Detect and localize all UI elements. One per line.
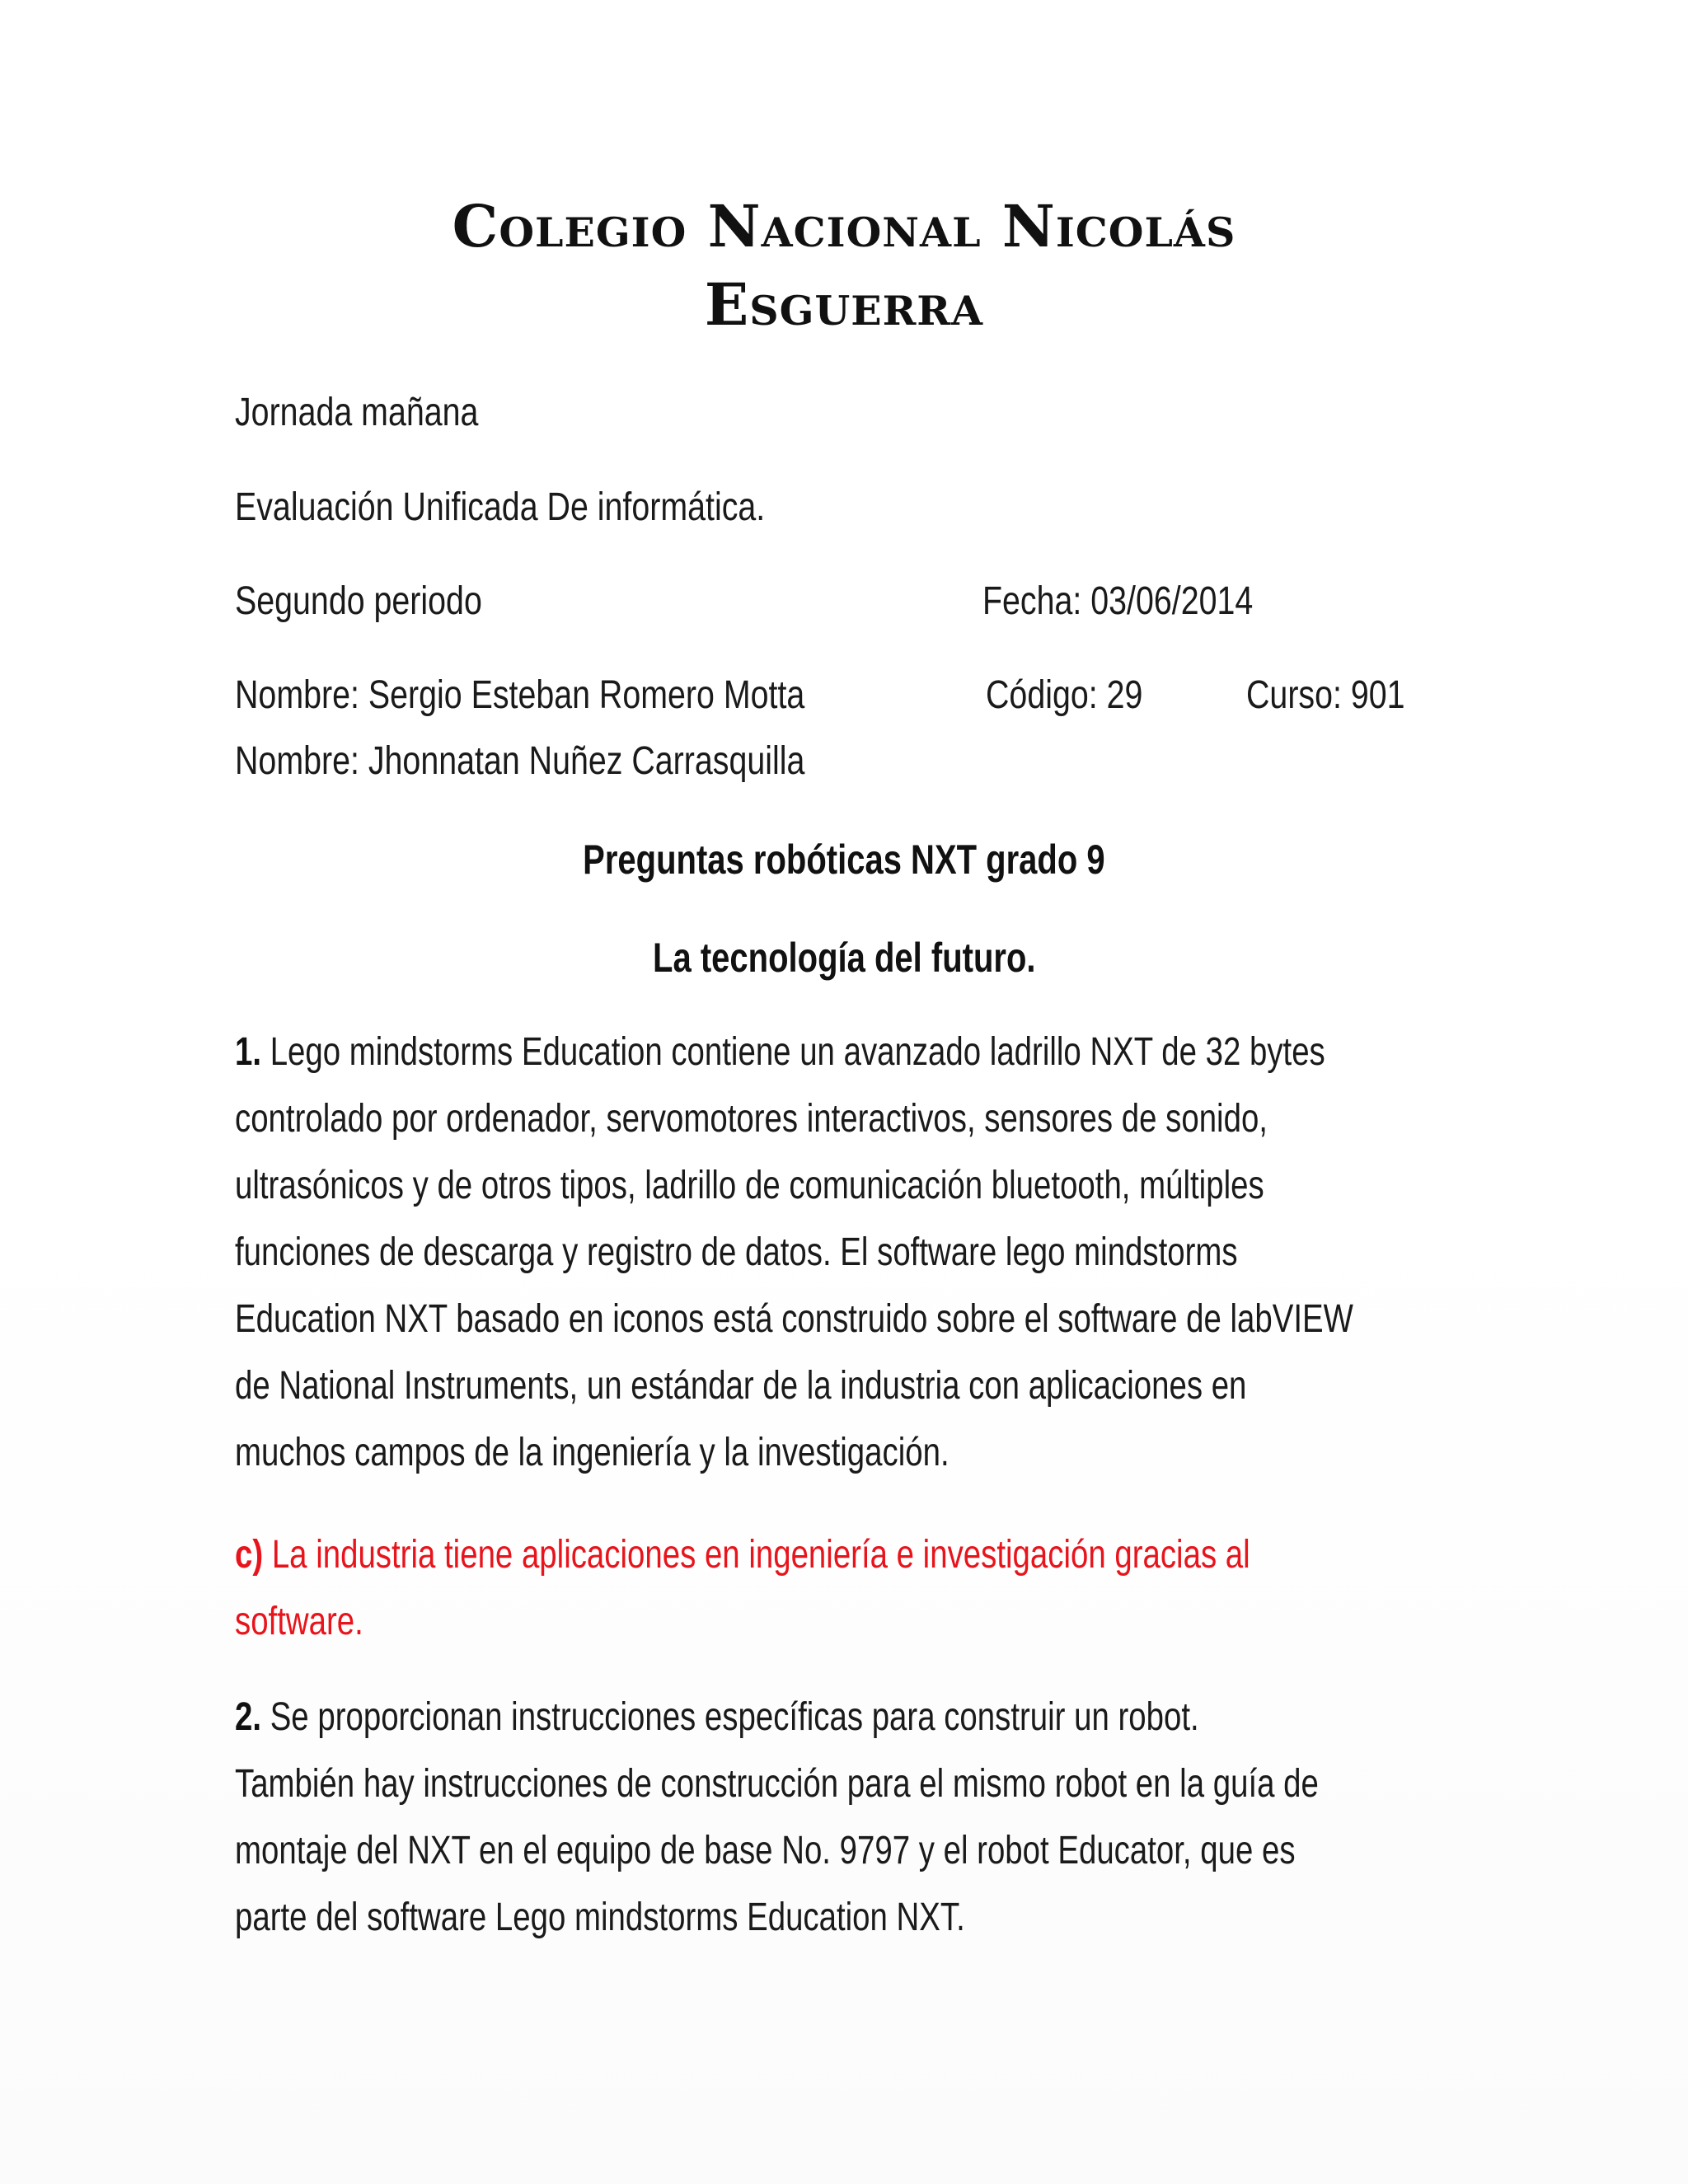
paragraph-line: parte del software Lego mindstorms Education NXT.: [235, 1896, 965, 1939]
periodo-text: Segundo periodo: [235, 579, 482, 623]
paragraph-line: funciones de descarga y registro de datos. El software lego mindstorms: [235, 1230, 1238, 1274]
paragraph-line: software.: [235, 1600, 363, 1643]
paragraph-line: 2. Se proporcionan instrucciones específicas para construir un robot.: [235, 1695, 1199, 1739]
answer-letter: c): [235, 1533, 264, 1577]
student-name-1: Nombre: Sergio Esteban Romero Motta: [235, 673, 805, 717]
paragraph-line: c) La industria tiene aplicaciones en ingeniería e investigación gracias al: [235, 1533, 1250, 1577]
paragraph-line: 1. Lego mindstorms Education contiene un avanzado ladrillo NXT de 32 bytes: [235, 1030, 1325, 1074]
paragraph-line: ultrasónicos y de otros tipos, ladrillo de comunicación bluetooth, múltiples: [235, 1164, 1264, 1207]
answer-1: [235, 1521, 1471, 1655]
paragraph-line: También hay instrucciones de construcción para el mismo robot en la guía de: [235, 1762, 1319, 1806]
school-title-line2: Esguerra: [704, 270, 984, 339]
paragraph-line: Education NXT basado en iconos está construido sobre el software de labVIEW: [235, 1297, 1353, 1341]
paragraph-line: montaje del NXT en el equipo de base No. 9797 y el robot Educator, que es: [235, 1829, 1296, 1872]
fecha-text: Fecha: 03/06/2014: [982, 579, 1254, 623]
question-number: 1.: [235, 1030, 262, 1074]
codigo-text: Código: 29: [986, 673, 1143, 717]
student-name-2: Nombre: Jhonnatan Nuñez Carrasquilla: [235, 739, 805, 783]
paragraph-line: de National Instruments, un estándar de la industria con aplicaciones en: [235, 1364, 1247, 1408]
jornada-text: Jornada mañana: [235, 391, 479, 434]
evaluacion-text: Evaluación Unificada De informática.: [235, 485, 766, 529]
school-title-line1: Colegio Nacional Nicolás: [452, 192, 1236, 260]
curso-text: Curso: 901: [1246, 673, 1405, 717]
section-subtitle: La tecnología del futuro.: [652, 935, 1036, 981]
question-1: [235, 1019, 1471, 1486]
paragraph-line: muchos campos de la ingeniería y la investigación.: [235, 1431, 950, 1474]
paragraph-line: controlado por ordenador, servomotores interactivos, sensores de sonido,: [235, 1097, 1268, 1141]
question-number: 2.: [235, 1695, 262, 1739]
section-title: Preguntas robóticas NXT grado 9: [583, 837, 1105, 883]
question-2: [235, 1684, 1471, 1951]
